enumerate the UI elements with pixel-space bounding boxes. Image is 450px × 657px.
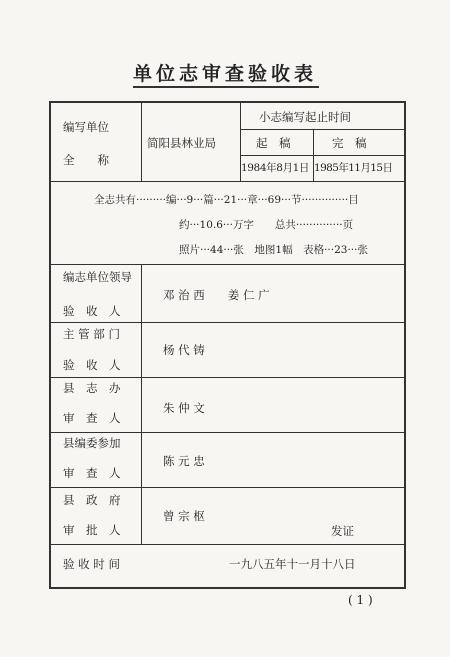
row-4-label-line1: 县编委参加: [63, 436, 121, 450]
row-5-note: 发证: [331, 524, 354, 538]
page-number: ( 1 ): [348, 593, 373, 607]
row-5-value: 曾 宗 枢: [163, 509, 205, 523]
label-column-divider: [141, 264, 142, 544]
review-table: [49, 101, 406, 589]
unit-name-label-line1: 编写单位: [63, 120, 109, 134]
summary-top-rule: [51, 181, 404, 182]
document-title: 单位志审查验收表: [132, 63, 317, 85]
row-4-label-line2: 审 查 人: [63, 466, 121, 480]
period-label: 小志编写起止时间: [259, 110, 351, 124]
start-date: 1984年8月1日: [241, 162, 309, 174]
row-2-value: 杨 代 铸: [163, 343, 205, 357]
row-1-label-line1: 编志单位领导: [63, 270, 132, 284]
unit-name-label-line2: 全 称: [63, 153, 109, 167]
row-5-label-line1: 县 政 府: [63, 493, 121, 507]
rule-row-1: [51, 264, 404, 265]
title-underline: [133, 86, 319, 88]
row-5-label-line2: 审 批 人: [63, 523, 121, 537]
row-1-label-line2: 验 收 人: [63, 304, 121, 318]
rule-row-3: [51, 377, 404, 378]
row-1-value: 邓 治 西 姜 仁 广: [163, 288, 270, 302]
end-label: 完 稿: [332, 136, 367, 150]
summary-line-2: 约···10.6···万字 总共··············页: [179, 219, 354, 231]
rule-row-2: [51, 322, 404, 323]
row-3-label-line2: 审 查 人: [63, 411, 121, 425]
rule-row-4: [51, 432, 404, 433]
row-3-label-line1: 县 志 办: [63, 381, 121, 395]
summary-line-1: 全志共有·········编···9···篇···21···章···69···节··············目: [94, 194, 359, 206]
row-2-label-line2: 验 收 人: [63, 358, 121, 372]
unit-name-value: 简阳县林业局: [147, 136, 216, 150]
header-divider-1: [141, 103, 142, 181]
row-3-value: 朱 仲 文: [163, 401, 205, 415]
end-date: 1985年11月15日: [314, 162, 393, 174]
acceptance-time-label: 验 收 时 间: [63, 557, 120, 571]
rule-footer: [51, 544, 404, 545]
start-label: 起 稿: [256, 136, 291, 150]
row-2-label-line1: 主 管 部 门: [63, 327, 120, 341]
rule-row-5: [51, 487, 404, 488]
header-hline-2: [240, 155, 404, 156]
header-hline-1: [240, 129, 404, 130]
acceptance-time-value: 一九八五年十一月十八日: [229, 557, 356, 571]
summary-line-3: 照片···44···张 地图1幅 表格···23···张: [179, 244, 368, 256]
row-4-value: 陈 元 忠: [163, 454, 205, 468]
